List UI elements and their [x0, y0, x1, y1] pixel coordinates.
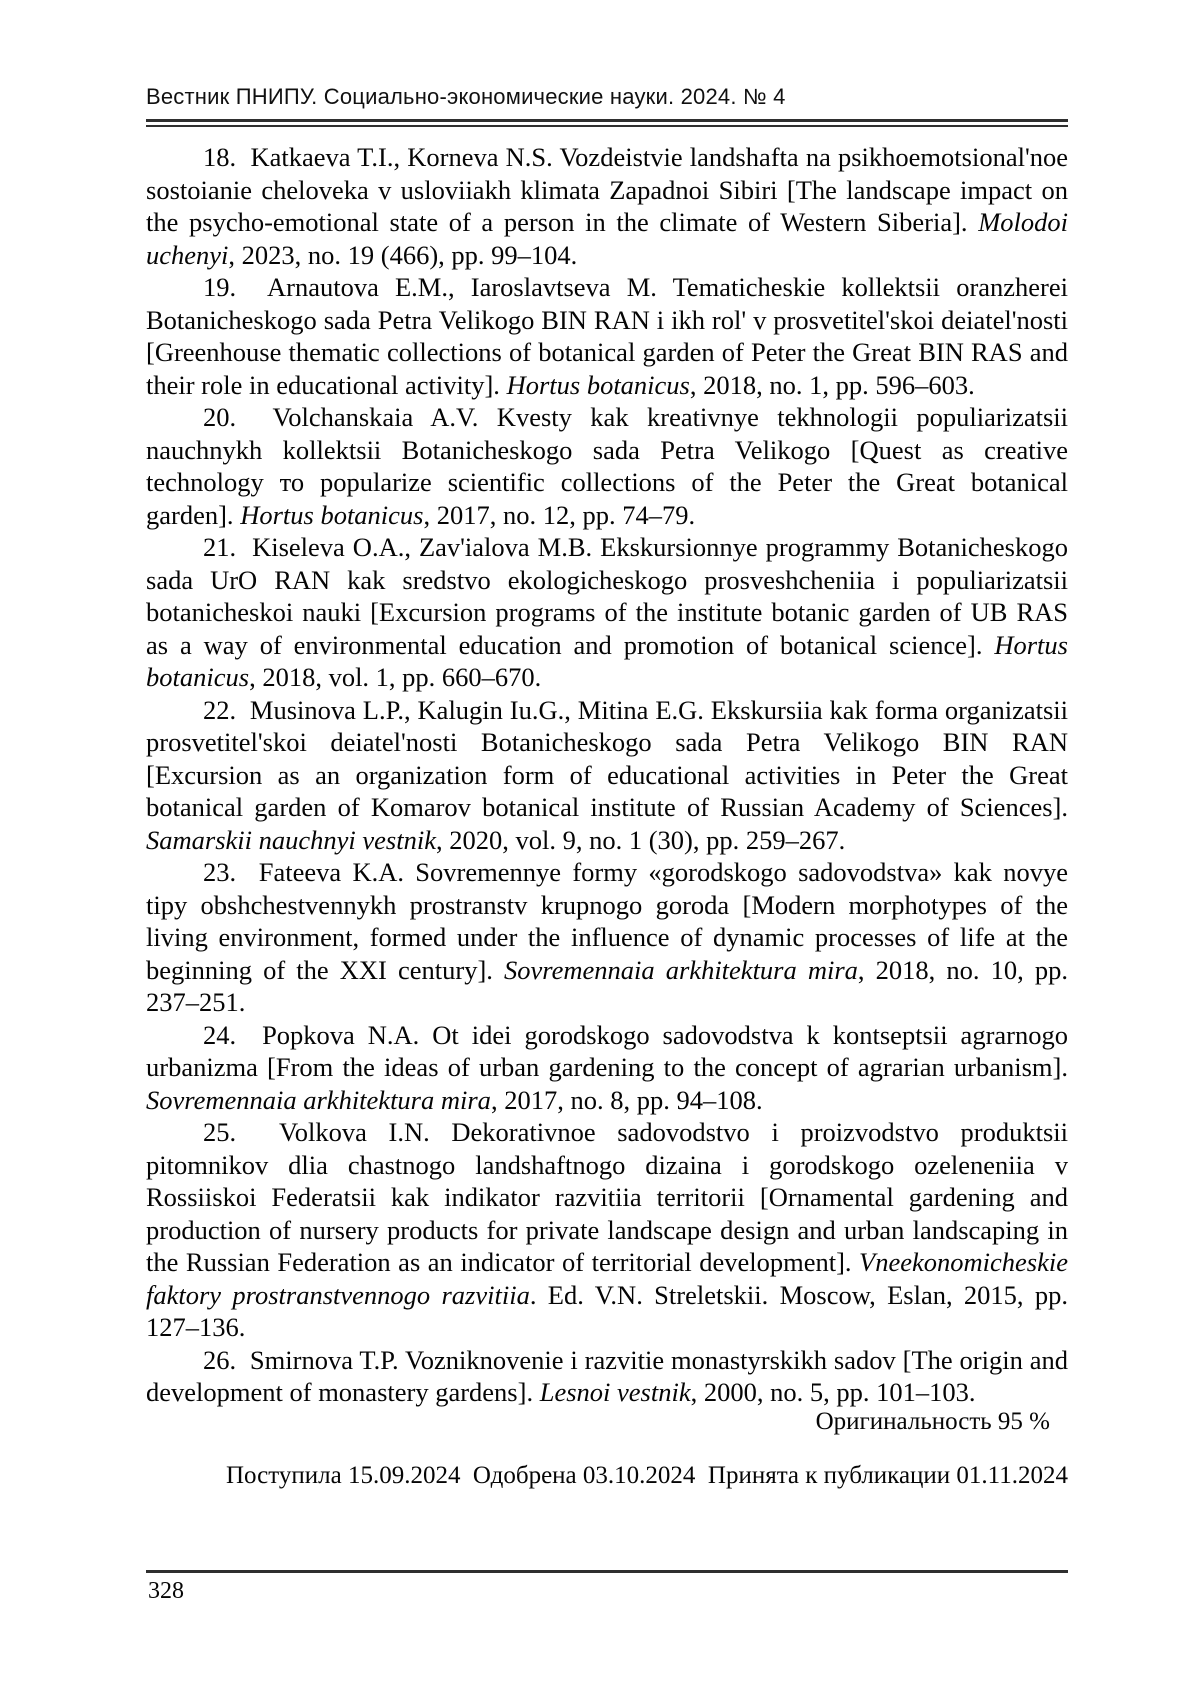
source-title: Hortus botanicus	[506, 369, 690, 400]
reference-item	[146, 271, 1068, 401]
journal-header-title: Вестник ПНИПУ. Социально-экономические науки. 2024. № 4	[146, 84, 786, 109]
reference-text: Volchanskaia A.V. Kvesty kak kreativnye tekhnologii populiarizatsii nauchnykh kollektsii Botanicheskogo sada Petra Velikogo [Quest as creative technology то popularize scientific collections of the Peter the Great botanical garden].	[146, 402, 1068, 530]
reference-text: , 2000, no. 5, pp. 101–103.	[690, 1377, 976, 1407]
reference-text: , 2018, vol. 1, pp. 660–670.	[249, 662, 542, 692]
reference-text: , 2018, no. 10, pp. 237–251.	[146, 954, 1068, 1017]
reference-text: Popkova N.A. Ot idei gorodskogo sadovodstva k kontseptsii agrarnogo urbanizma [From the ideas of urban gardening to the concept of agrarian urbanism].	[146, 1019, 1068, 1082]
footer-rule	[146, 1570, 1068, 1573]
reference-text: Kiseleva O.A., Zav'ialova M.B. Ekskursionnye programmy Botanicheskogo sada UrO RAN kak sredstvo ekologicheskogo prosveshcheniia i populiarizatsii botanicheskoi nauki [Excursion programs of the institute botanic garden of UB RAS as a way of environmental education and promotion of botanical science].	[146, 532, 1068, 660]
reference-number: 20.	[203, 402, 237, 432]
reference-number: 19.	[203, 272, 237, 302]
reference-text: , 2018, no. 1, pp. 596–603.	[689, 369, 975, 400]
reference-item	[146, 694, 1068, 857]
reference-text: Smirnova T.P. Vozniknovenie i razvitie monastyrskikh sadov [The origin and development of monastery gardens].	[146, 1344, 1069, 1407]
reference-item	[146, 141, 1068, 271]
reference-item	[146, 1116, 1068, 1344]
reference-text: Volkova I.N. Dekorativnoe sadovodstvo i proizvodstvo produktsii pitomnikov dlia chastnogo landshaftnogo dizaina i gorodskogo ozeleneniia v Rossiiskoi Federatsii kak indikator razvitiia territorii [Ornamental gardening and production of nursery products for private landscape design and urban landscaping in the Russian Federation as an indicator of territorial development].	[146, 1117, 1068, 1277]
reference-text: Musinova L.P., Kalugin Iu.G., Mitina E.G. Ekskursiia kak forma organizatsii prosvetitel'skoi deiatel'nosti Botanicheskogo sada Petra Velikogo BIN RAN [Excursion as an organization form of educational activities in Peter the Great botanical garden of Komarov botanical institute of Russian Academy of Sciences].	[146, 694, 1069, 822]
date-accepted: Принята к публикации 01.11.2024	[707, 1462, 1068, 1489]
page-number: 328	[148, 1578, 184, 1604]
source-title: Samarskii nauchnyi vestnik	[146, 824, 436, 855]
reference-number: 22.	[203, 694, 237, 725]
reference-item	[146, 531, 1068, 694]
originality-note: Оригинальность 95 %	[815, 1408, 1050, 1435]
reference-text: , 2023, no. 19 (466), pp. 99–104.	[228, 239, 578, 270]
reference-item	[146, 1344, 1068, 1409]
source-title: Hortus botanicus	[240, 499, 424, 530]
reference-text: . Ed. V.N. Streletskii. Moscow, Eslan, 2015, pp. 127–136.	[146, 1279, 1068, 1342]
reference-text: , 2020, vol. 9, no. 1 (30), pp. 259–267.	[435, 824, 846, 855]
source-title: Sovremennaia arkhitektura mira	[146, 1084, 491, 1115]
header-rule	[146, 119, 1068, 127]
dates-row	[146, 1462, 1068, 1490]
reference-number: 23.	[203, 857, 237, 887]
source-title: Vneekonomicheskie faktory prostranstvennogo razvitiia	[146, 1247, 1068, 1310]
reference-number: 24.	[203, 1019, 237, 1050]
source-title: Lesnoi vestnik	[539, 1377, 691, 1407]
source-title: Molodoi uchenyi	[146, 207, 1068, 270]
reference-number: 25.	[203, 1117, 237, 1147]
reference-text: Katkaeva T.I., Korneva N.S. Vozdeistvie landshafta na psikhoemotsional'noe sostoianie cheloveka v usloviiakh klimata Zapadnoi Sibiri [The landscape impact on the psycho-emotional state of a person in the climate of Western Siberia].	[146, 142, 1068, 237]
reference-item	[146, 856, 1068, 1019]
reference-number: 18.	[203, 142, 237, 172]
date-received: Поступила 15.09.2024	[226, 1462, 461, 1489]
reference-text: Arnautova E.M., Iaroslavtseva M. Tematicheskie kollektsii oranzherei Botanicheskogo sada Petra Velikogo BIN RAN i ikh rol' v prosvetitel'skoi deiatel'nosti [Greenhouse thematic collections of botanical garden of Peter the Great BIN RAS and their role in educational activity].	[146, 272, 1068, 400]
reference-text: , 2017, no. 8, pp. 94–108.	[490, 1084, 763, 1115]
source-title: Hortus botanicus	[146, 629, 1068, 692]
references-list	[146, 141, 1068, 1409]
reference-number: 26.	[203, 1344, 237, 1375]
running-header	[146, 84, 1068, 127]
source-title: Sovremennaia arkhitektura mira	[504, 954, 858, 985]
reference-item	[146, 1019, 1068, 1117]
reference-item	[146, 401, 1068, 531]
reference-text: Fateeva K.A. Sovremennye formy «gorodskogo sadovodstva» kak novye tipy obshchestvennykh prostranstv krupnogo goroda [Modern morphotypes of the living environment, formed under the influence of dynamic processes of life at the beginning of the XXI century].	[146, 857, 1068, 985]
date-approved: Одобрена 03.10.2024	[472, 1462, 696, 1489]
reference-number: 21.	[203, 532, 237, 562]
reference-text: , 2017, no. 12, pp. 74–79.	[423, 499, 696, 530]
